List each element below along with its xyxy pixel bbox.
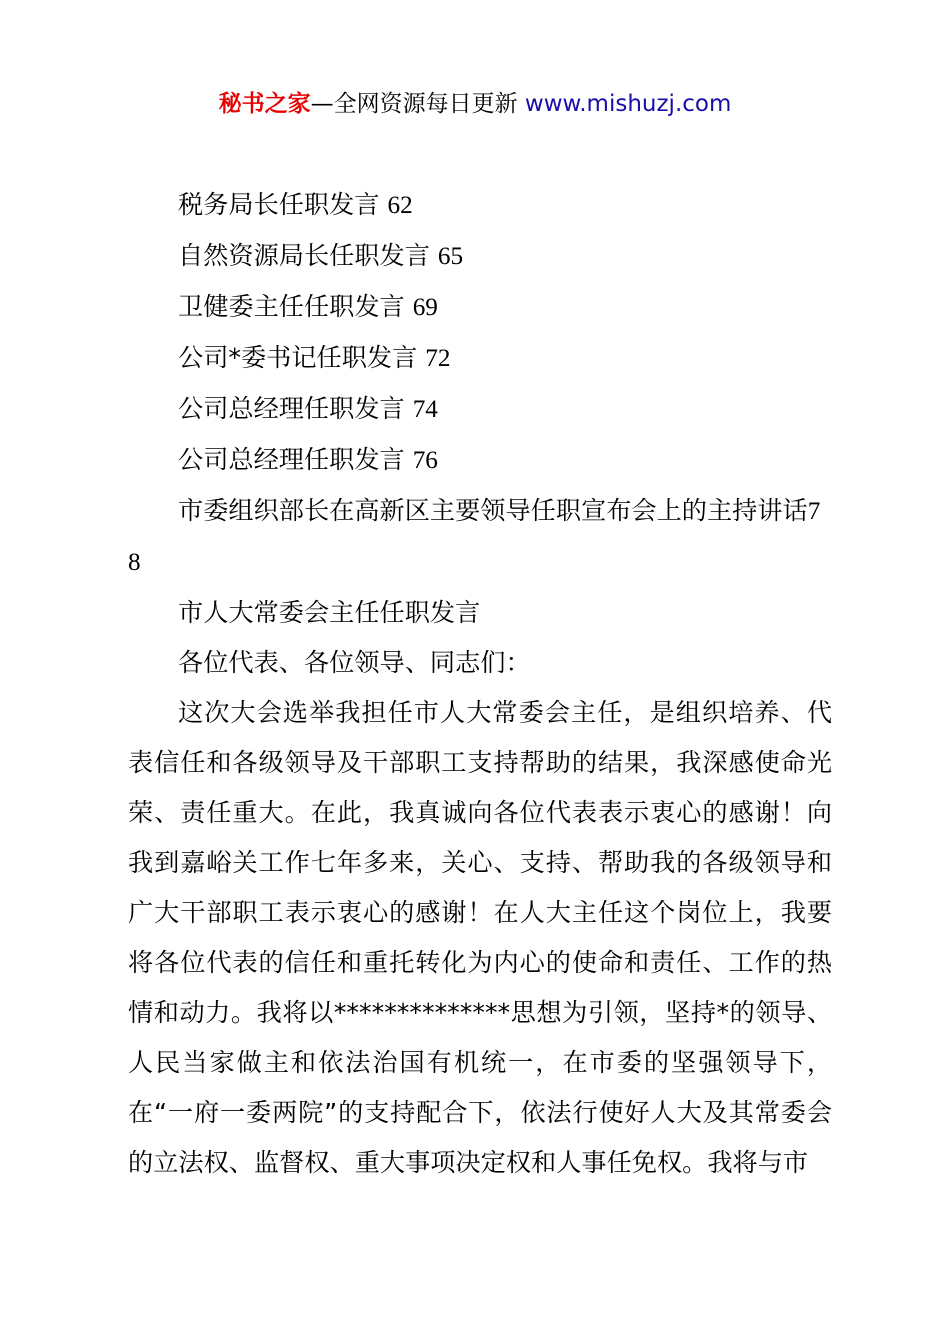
toc-item[interactable] <box>128 333 832 384</box>
toc-page-number: 78 <box>128 498 821 576</box>
toc-page-number: 62 <box>387 192 413 219</box>
toc-page-number: 74 <box>412 396 438 423</box>
toc-page-number: 76 <box>412 447 438 474</box>
toc-item[interactable] <box>128 282 832 333</box>
site-url-link[interactable]: www.mishuzj.com <box>524 91 732 117</box>
toc-page-number: 72 <box>425 345 451 372</box>
brand-name: 秘书之家 <box>218 91 311 117</box>
toc-page-number: 69 <box>412 294 438 321</box>
toc-item[interactable] <box>128 486 832 588</box>
toc-item[interactable] <box>128 180 832 231</box>
header-tagline: —全网资源每日更新 <box>310 91 525 117</box>
toc-title: 自然资源局长任职发言 <box>178 241 430 270</box>
article-paragraph: 这次大会选举我担任市人大常委会主任，是组织培养、代表信任和各级领导及干部职工支持帮助的结果，我深感使命光荣、责任重大。在此，我真诚向各位代表表示衷心的感谢！向我到嘉峪关工作七年多来，关心、支持、帮助我的各级领导和广大干部职工表示衷心的感谢！在人大主任这个岗位上，我要将各位代表的信任和重托转化为内心的使命和责任、工作的热情和动力。我将以**************思想为引领，坚持*的领导、人民当家做主和依法治国有机统一，在市委的坚强领导下，在“一府一委两院”的支持配合下，依法行使好人大及其常委会的立法权、监督权、重大事项决定权和人事任免权。我将与市 <box>128 698 832 1177</box>
article-salutation: 各位代表、各位领导、同志们： <box>178 648 531 677</box>
toc-item[interactable] <box>128 435 832 486</box>
toc-page-number: 65 <box>437 243 464 270</box>
toc-title: 公司*委书记任职发言 <box>178 343 418 372</box>
toc-title: 公司总经理任职发言 <box>178 394 405 423</box>
toc-title: 税务局长任职发言 <box>178 190 380 219</box>
site-header <box>0 86 950 122</box>
toc-item[interactable] <box>128 384 832 435</box>
document-body <box>128 180 832 1188</box>
toc-title: 公司总经理任职发言 <box>178 445 405 474</box>
article-title: 市人大常委会主任任职发言 <box>178 598 481 627</box>
toc-title: 卫健委主任任职发言 <box>178 292 405 321</box>
toc-title: 市委组织部长在高新区主要领导任职宣布会上的主持讲话 <box>178 496 808 525</box>
toc-item[interactable] <box>128 231 832 282</box>
